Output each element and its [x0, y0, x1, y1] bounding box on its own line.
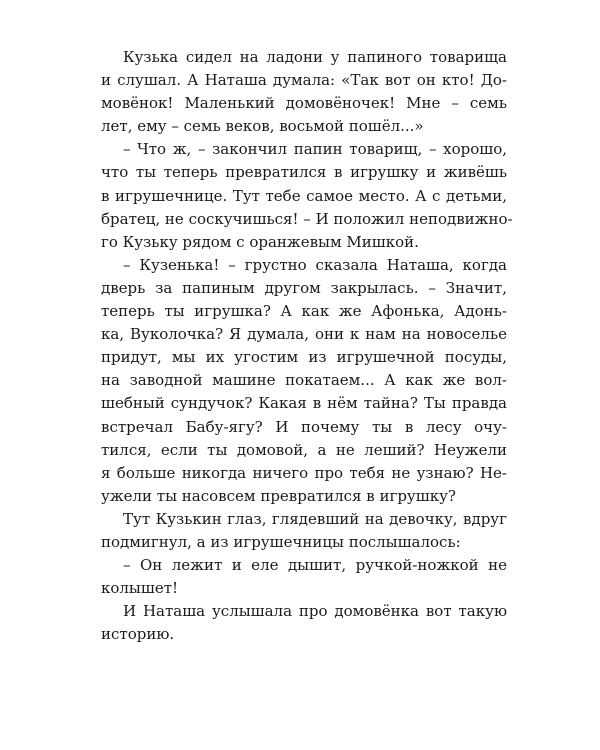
paragraph-3 — [101, 254, 507, 508]
text-line: и слушал. А Наташа думала: «Так вот он кто! До- — [101, 71, 507, 90]
text-line: в игрушечнице. Тут тебе самое место. А с детьми, — [101, 186, 507, 205]
paragraph-6 — [101, 600, 507, 646]
text-line: мовёнок! Маленький домовёночек! Мне – семь — [101, 94, 507, 113]
text-line: – Кузенька! – грустно сказала Наташа, когда — [123, 255, 507, 274]
text-line: дверь за папиным другом закрылась. – Значит, — [101, 278, 507, 297]
text-line: колышет! — [101, 579, 179, 598]
paragraph-2 — [101, 138, 513, 253]
text-line: на заводной машине покатаем... А как же вол- — [101, 371, 507, 390]
text-line: Кузька сидел на ладони у папиного товарища — [123, 48, 507, 66]
text-line: И Наташа услышала про домовёнка вот такую — [123, 602, 507, 621]
text-line: братец, не соскучишься! – И положил неподвижно- — [101, 209, 513, 228]
text-line: ка, Вуколочка? Я думала, они к нам на новоселье — [101, 325, 507, 344]
text-line: – Он лежит и еле дышит, ручкой-ножкой не — [123, 556, 507, 575]
text-line: теперь ты игрушка? А как же Афонька, Адонь- — [101, 302, 507, 321]
paragraph-4 — [101, 508, 507, 554]
text-line: Тут Кузькин глаз, глядевший на девочку, вдруг — [123, 509, 507, 528]
text-line: встречал Бабу-ягу? И почему ты в лесу очу- — [101, 417, 507, 436]
text-line: шебный сундучок? Какая в нём тайна? Ты правда — [101, 394, 507, 413]
text-line: подмигнул, а из игрушечницы послышалось: — [101, 532, 461, 551]
text-line: я больше никогда ничего про тебя не узнаю? Не- — [101, 463, 507, 482]
text-line: – Что ж, – закончил папин товарищ, – хорошо, — [123, 140, 507, 159]
text-line: тился, если ты домовой, а не леший? Неужели — [101, 440, 507, 459]
text-line: придут, мы их угостим из игрушечной посуды, — [101, 348, 507, 367]
text-line: историю. — [101, 625, 175, 644]
text-line: что ты теперь превратился в игрушку и живёшь — [101, 163, 507, 182]
paragraph-5 — [101, 554, 507, 600]
text-line: ужели ты насовсем превратился в игрушку? — [101, 486, 456, 505]
paragraph-1 — [101, 46, 507, 138]
page-text — [101, 46, 513, 646]
text-line: лет, ему – семь веков, восьмой пошёл...» — [101, 117, 424, 136]
text-line: го Кузьку рядом с оранжевым Мишкой. — [101, 232, 419, 251]
